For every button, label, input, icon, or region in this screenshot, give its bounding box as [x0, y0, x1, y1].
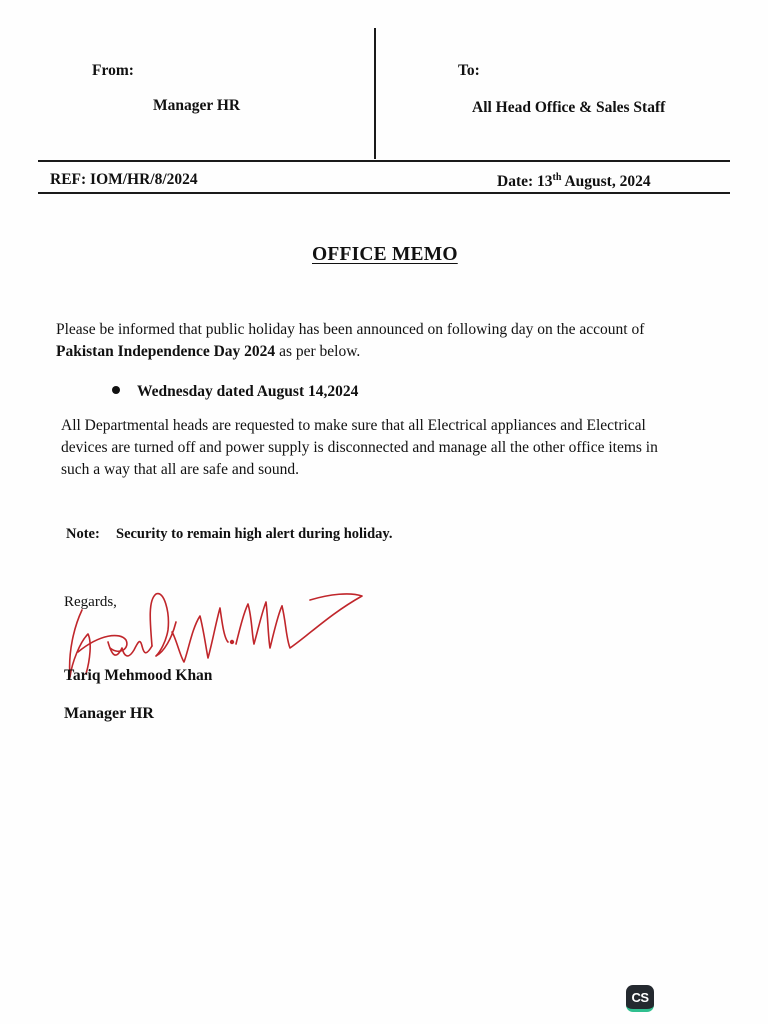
regards-text: Regards, [64, 594, 117, 610]
holiday-date-item: Wednesday dated August 14,2024 [137, 383, 359, 400]
memo-date: Date: 13th August, 2024 [497, 172, 651, 191]
body-line-2: devices are turned off and power supply is disconnected and manage all the other office items in [61, 439, 658, 456]
signatory-designation: Manager HR [64, 705, 154, 722]
signatory-name: Tariq Mehmood Khan [64, 667, 213, 684]
ref-number: REF: IOM/HR/8/2024 [50, 171, 198, 188]
from-label: From: [92, 62, 134, 79]
memo-title: OFFICE MEMO [312, 244, 458, 265]
camscanner-logo-icon: CS [626, 985, 654, 1012]
note-text: Security to remain high alert during holiday. [116, 526, 393, 542]
header-rule-bottom [38, 192, 730, 194]
bullet-dot [112, 386, 120, 394]
intro-line-2: Pakistan Independence Day 2024 as per below. [56, 343, 361, 360]
from-value: Manager HR [153, 97, 241, 114]
body-line-1: All Departmental heads are requested to make sure that all Electrical appliances and Electrical [61, 417, 646, 434]
header-rule-top [38, 160, 730, 162]
note-label: Note: [66, 526, 100, 542]
header-divider-vertical [374, 28, 376, 159]
intro-line-1: Please be informed that public holiday has been announced on following day on the account of [56, 321, 645, 338]
to-label: To: [458, 62, 480, 79]
body-line-3: such a way that all are safe and sound. [61, 461, 300, 478]
to-value: All Head Office & Sales Staff [472, 99, 666, 116]
